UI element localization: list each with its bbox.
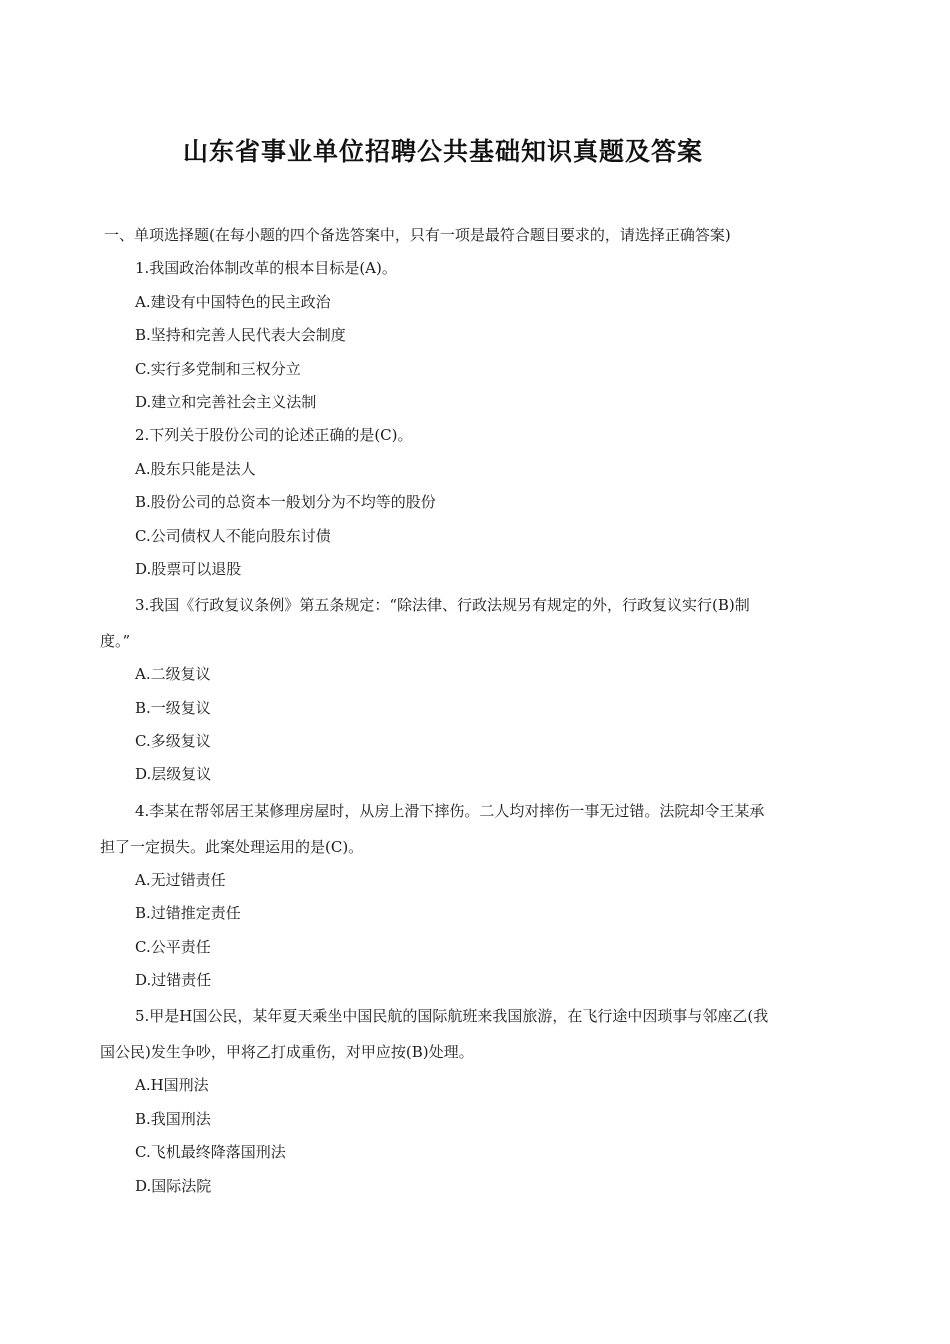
option-item: B.坚持和完善人民代表大会制度 [135,326,346,345]
question-stem: 1.我国政治体制改革的根本目标是(A)。 [135,259,397,278]
page-title: 山东省事业单位招聘公共基础知识真题及答案 [182,137,703,166]
option-item: C.公司债权人不能向股东讨债 [135,526,331,545]
question-stem: 3.我国《行政复议条例》第五条规定：“除法律、行政法规另有规定的外，行政复议实行(B)制 [135,596,750,615]
question-stem: 4.李某在帮邻居王某修理房屋时，从房上滑下摔伤。二人均对摔伤一事无过错。法院却令王某承 [135,801,765,820]
option-item: D.建立和完善社会主义法制 [135,392,317,411]
option-item: B.一级复议 [135,698,211,717]
option-item: B.过错推定责任 [135,904,241,923]
document-body [100,219,850,1203]
option-item: D.过错责任 [135,971,212,990]
question-stem-continued: 担了一定损失。此案处理运用的是(C)。 [100,837,364,856]
option-item: A.股东只能是法人 [135,459,256,478]
option-item: A.无过错责任 [135,870,226,889]
option-item: A.H国刑法 [135,1076,209,1095]
option-item: A.二级复议 [135,665,211,684]
option-item: C.实行多党制和三权分立 [135,359,301,378]
option-item: D.层级复议 [135,765,212,784]
option-item: D.国际法院 [135,1176,212,1195]
option-item: C.飞机最终降落国刑法 [135,1143,286,1162]
section-heading: 一、单项选择题(在每小题的四个备选答案中，只有一项是最符合题目要求的，请选择正确答案) [104,226,731,244]
option-item: B.我国刑法 [135,1109,211,1128]
question-stem: 5.甲是H国公民，某年夏天乘坐中国民航的国际航班来我国旅游，在飞行途中因琐事与邻座乙(我 [135,1007,769,1026]
option-item: C.多级复议 [135,732,211,751]
option-item: B.股份公司的总资本一般划分为不均等的股份 [135,493,436,512]
question-stem: 2.下列关于股份公司的论述正确的是(C)。 [135,426,413,445]
option-item: A.建设有中国特色的民主政治 [135,292,331,311]
question-stem-continued: 度。” [100,632,131,651]
option-item: C.公平责任 [135,937,211,956]
question-stem-continued: 国公民)发生争吵，甲将乙打成重伤，对甲应按(B)处理。 [100,1043,474,1062]
option-item: D.股票可以退股 [135,559,242,578]
